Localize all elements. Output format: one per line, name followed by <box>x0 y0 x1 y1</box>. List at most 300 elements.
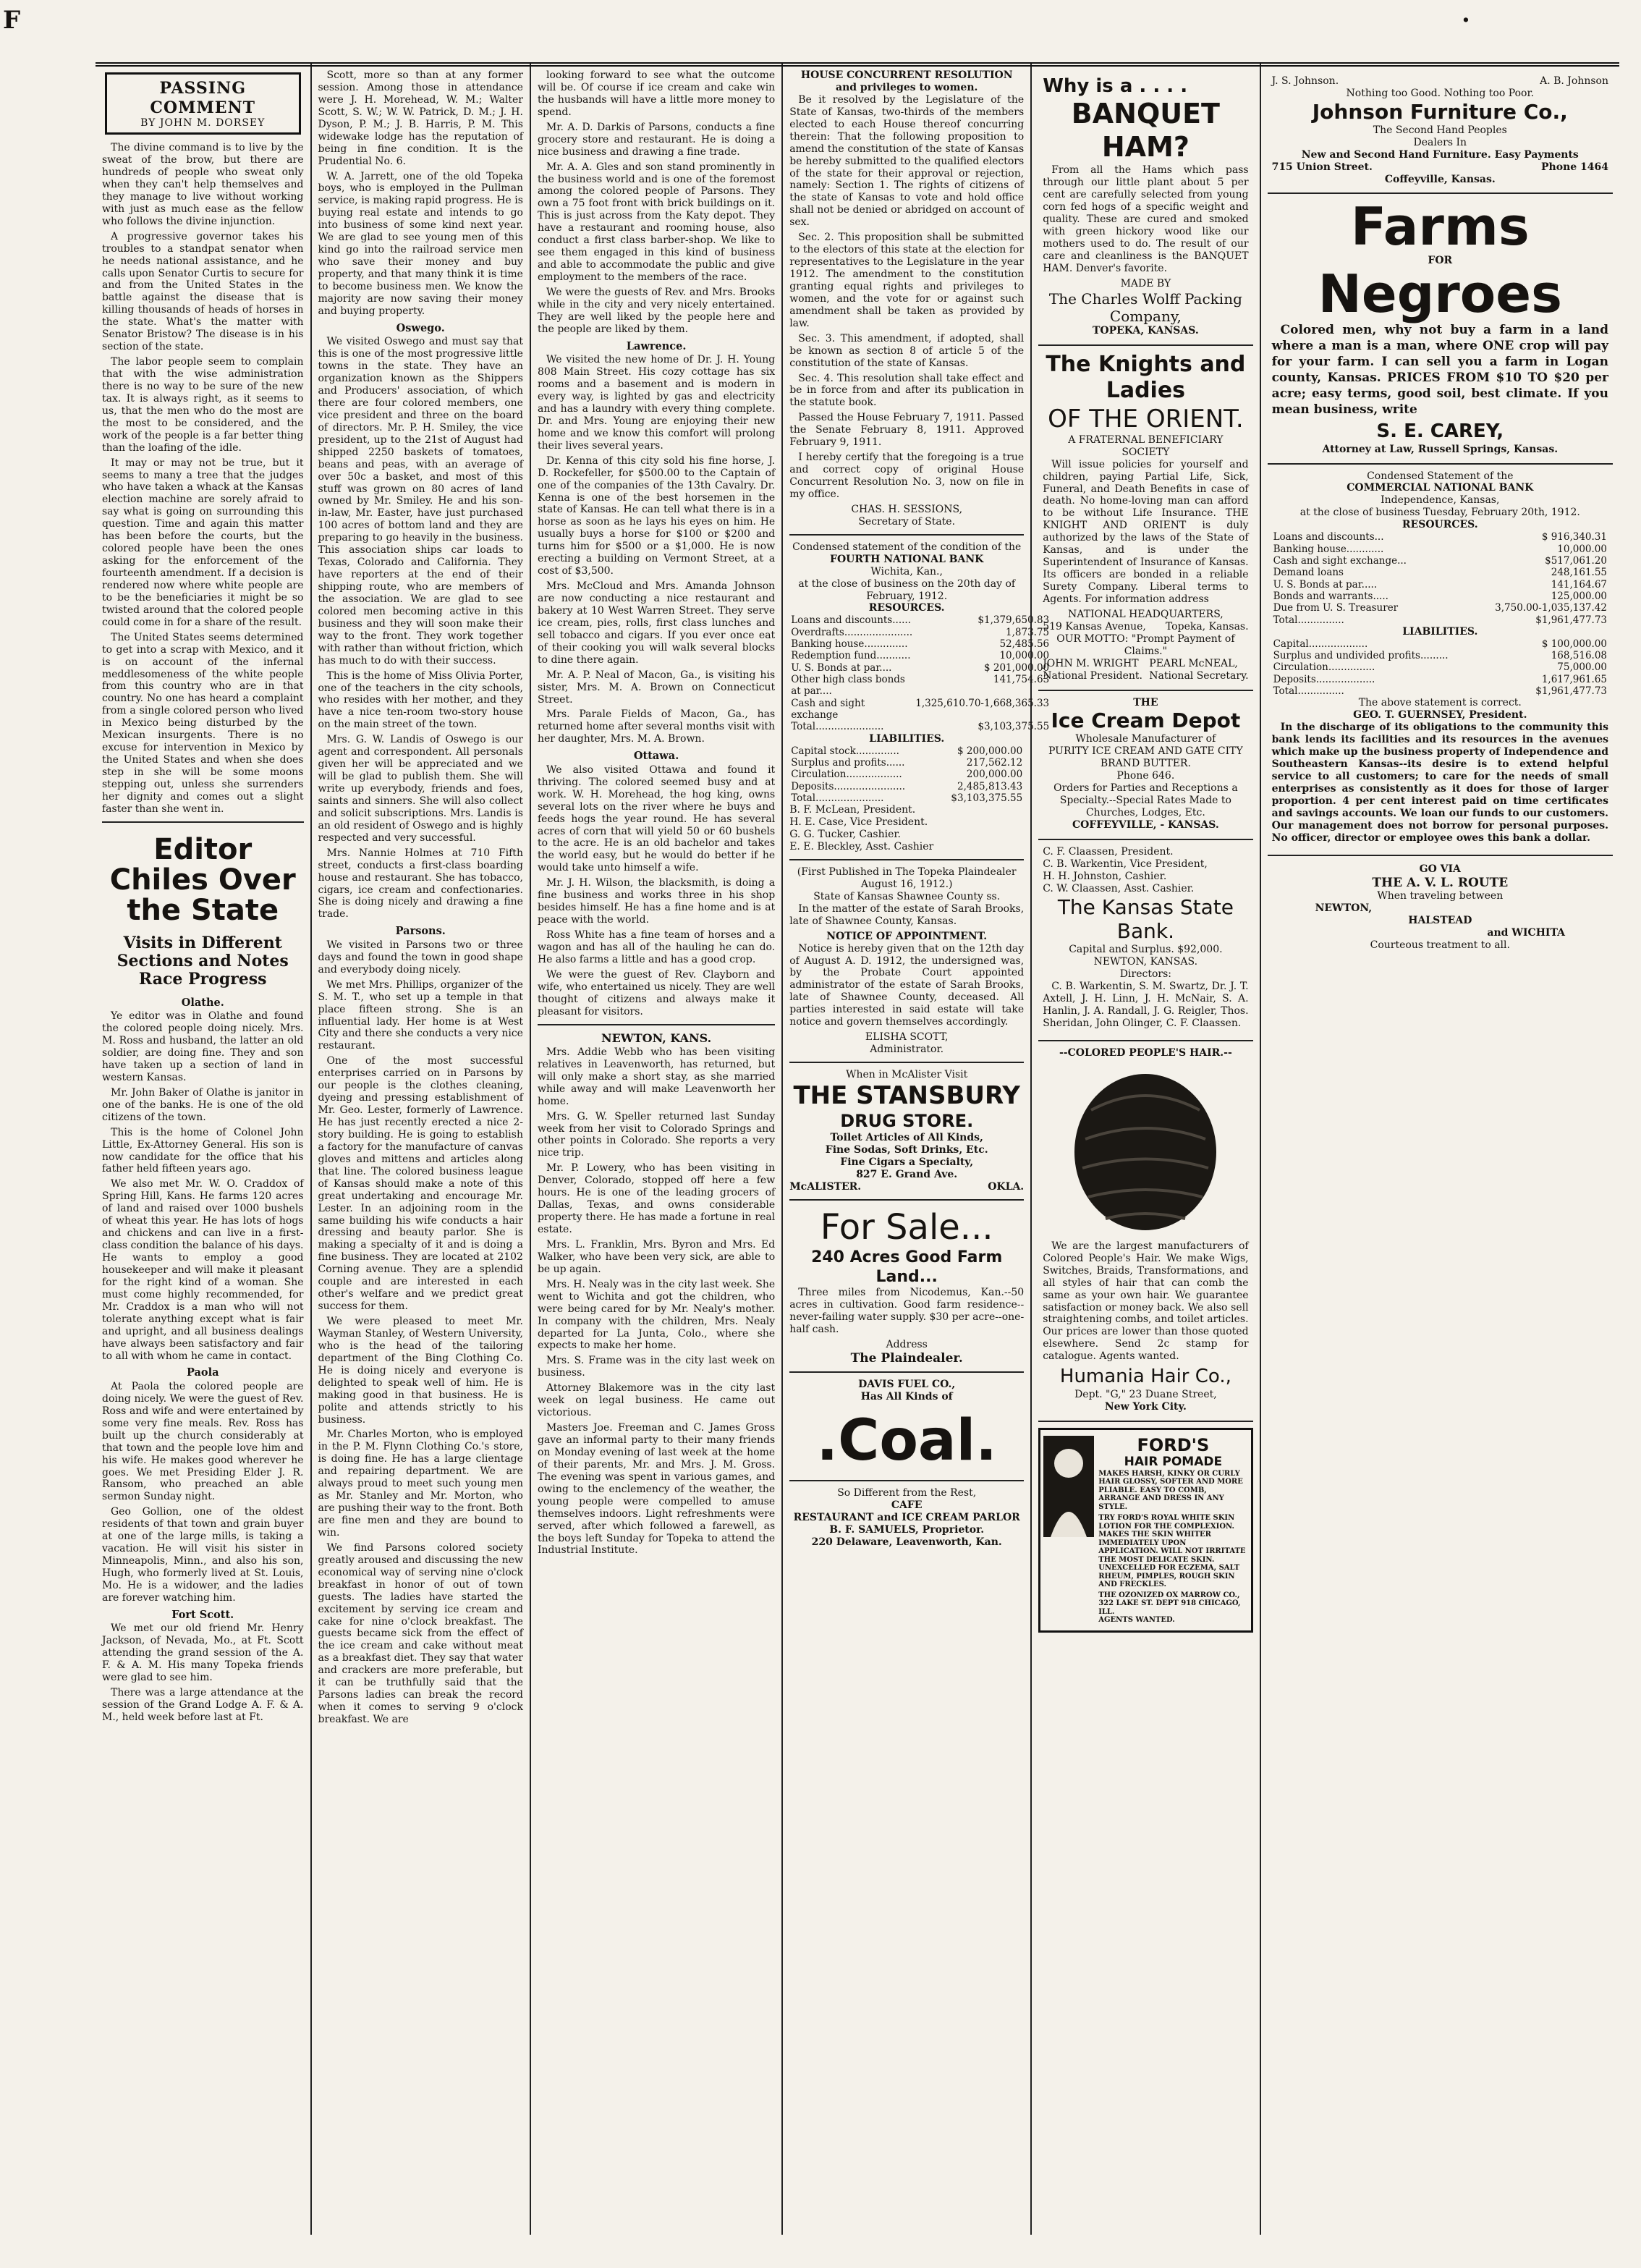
stansbury-sub: DRUG STORE. <box>840 1111 974 1132</box>
row-label: Total...................... <box>791 792 884 804</box>
stansbury-city-left: McALISTER. <box>789 1180 862 1193</box>
table-row <box>1272 567 1608 578</box>
kbank-officer: C. F. Claassen, President. <box>1043 845 1174 858</box>
row-label: Other high class bonds at par.... <box>791 674 905 698</box>
paragraph: Ross White has a fine team of horses and a wagon and has all of the hauling he can do. He also farms a little and has a good crop. <box>537 929 776 965</box>
paragraph: Sec. 4. This resolution shall take effect and be in force from and after its publication in the statute book. <box>789 372 1025 409</box>
johnson-name: Johnson Furniture Co., <box>1312 99 1568 124</box>
ham-company: The Charles Wolff Packing Company, <box>1048 289 1242 325</box>
table-row <box>1272 602 1608 614</box>
row-value: 125,000.00 <box>1551 590 1607 602</box>
icecream-phone: Phone 646. <box>1116 770 1175 782</box>
avl-route-ad <box>1268 856 1613 959</box>
row-value: 1,325,610.70-1,668,365.33 <box>915 697 1050 709</box>
paragraph: In the matter of the estate of Sarah Brooks, late of Shawnee County, Kansas. <box>789 902 1025 927</box>
row-label: Capital................... <box>1273 638 1368 650</box>
route-wichita: and WICHITA <box>1487 926 1565 939</box>
johnson-sub-a: The Second Hand Peoples <box>1373 124 1507 136</box>
cafe-address: 220 Delaware, Leavenworth, Kan. <box>811 1536 1002 1548</box>
stansbury-when: When in McAlister Visit <box>846 1069 968 1081</box>
row-label: U. S. Bonds at par..... <box>1273 578 1378 591</box>
for-sale-sub: 240 Acres Good Farm Land... <box>811 1248 1003 1286</box>
divider <box>789 1371 1024 1373</box>
row-value: 217,562.12 <box>966 756 1023 769</box>
stansbury-line: 827 E. Grand Ave. <box>856 1168 958 1180</box>
paola-dateline: Paola <box>187 1366 219 1379</box>
row-label: Total...................... <box>791 721 884 733</box>
paragraph: The labor people seem to complain that with the wise administration there is no way to be sure of the new tax. It is always right, as it seems to us, that the men who do the most are the most to be considered, and the work of the people is a far better thing than the loafing of the idle. <box>102 356 304 454</box>
row-label: Redemption fund........... <box>791 650 911 662</box>
table-row <box>789 781 1024 792</box>
paragraph: This is the home of Colonel John Little, Ex-Attorney General. His son is now candidate for the office that his father held fifteen years ago. <box>102 1126 304 1175</box>
table-row <box>789 769 1024 780</box>
paragraph: Mrs. H. Nealy was in the city last week. She went to Wichita and got the children, who were being cared for by Mr. Nealy's mother. In company with the children, Mrs. Nealy departed for La Junta, Colo., where she expects to make her home. <box>537 1278 776 1352</box>
paragraph: Mr. Charles Morton, who is employed in the P. M. Flynn Clothing Co.'s store, is doing fine. He has a large clientage and repairing department. We are always proud to meet such young men as Mr. Stanley and Mr. Morton, who are pushing their way to the front. Both are fine men and they are bound to win. <box>318 1429 523 1539</box>
column-4 <box>783 64 1050 2235</box>
resolution-headline: HOUSE CONCURRENT RESOLUTION and privileges to women. <box>800 69 1013 93</box>
johnson-names-row <box>1272 75 1608 88</box>
editor-chiles-subhead: Visits in Different Sections and Notes Race Progress <box>116 933 289 989</box>
passing-comment-box <box>105 72 301 135</box>
knights-sec-title: National Secretary. <box>1149 669 1249 682</box>
kbank-city: NEWTON, KANSAS. <box>1093 956 1198 968</box>
johnson-furniture-ad <box>1268 69 1613 194</box>
resources-heading: RESOURCES. <box>868 602 945 614</box>
notice-signature: ELISHA SCOTT, <box>865 1031 949 1044</box>
paragraph: C. B. Warkentin, S. M. Swartz, Dr. J. T. Axtell, J. H. Linn, J. H. McNair, S. A. Hanlin, J. A. Randall, J. G. Reigler, Thos. Sheridan, John Olinger, C. F. Claassen. <box>1043 981 1249 1029</box>
paragraph: Sec. 2. This proposition shall be submitted to the electors of this state at the election for representatives to the Legislature in the year 1912. The amendment to the constitution granting equal rights and privileges to women, and the vote for or against such amendment shall be taken as provided by law. <box>789 232 1025 329</box>
liabilities-heading: LIABILITIES. <box>869 732 945 745</box>
row-value: $ 201,000.00 <box>983 661 1050 674</box>
icecream-name: Ice Cream Depot <box>1051 708 1241 733</box>
ice-cream-depot-ad <box>1038 691 1252 840</box>
row-value: 200,000.00 <box>966 769 1023 781</box>
fords-small: MAKES HARSH, KINKY OR CURLY HAIR GLOSSY, SOFTER AND MORE PLIABLE. EASY TO COMB, ARRANGE AND DRESS IN ANY STYLE. <box>1098 1469 1243 1511</box>
johnson-right: A. B. Johnson <box>1540 75 1608 87</box>
row-value: 248,161.55 <box>1551 567 1607 579</box>
cbank-intro: Condensed Statement of the <box>1367 470 1514 482</box>
row-value: 141,164.67 <box>1551 578 1607 591</box>
paragraph: I hereby certify that the foregoing is a true and correct copy of original House Concurrent Resolution No. 3, now on file in my office. <box>789 452 1025 500</box>
cbank-liab-head: LIABILITIES. <box>1402 625 1478 638</box>
commercial-national-bank-ad <box>1268 465 1613 856</box>
knights-president <box>1043 658 1142 682</box>
column-6 <box>1261 64 1619 2235</box>
row-label: Cash and sight exchange <box>791 697 865 721</box>
hair-switch-illustration <box>1069 1067 1221 1233</box>
paragraph: Mrs. G. W. Speller returned last Sunday week from her visit to Colorado Springs and other points in Colorado. She reports a very nice trip. <box>537 1110 776 1159</box>
row-label: Circulation............... <box>1273 661 1375 674</box>
knights-secretary <box>1149 658 1248 682</box>
paragraph: Colored men, why not buy a farm in a land where a man is a man, where ONE crop will pay for your farm. I can sell you a farm in Logan county, Kansas. PRICES FROM $10 TO $20 per acre; easy terms, good soil, best climate. If you mean business, write <box>1271 322 1608 418</box>
paragraph: We visited in Parsons two or three days and found the town in good shape and everybody doing nicely. <box>318 939 523 976</box>
paragraph: We also visited Ottawa and found it thriving. The colored seemed busy and at work. W. H. Morehead, the hog king, owns several lots on the river where he buys and feeds hogs the year round. He has several acres of corn that will yield 50 or 60 bushels to the acre. He is an old bachelor and takes the world easy, but he would do better if he would take unto himself a wife. <box>537 763 776 874</box>
knights-address-row <box>1043 621 1248 633</box>
paragraph: The divine command is to live by the sweat of the brow, but there are hundreds of people who sweat only when they can't help themselves and they manage to live without working with just as much ease as the fellow who follows the divine injunction. <box>102 142 304 227</box>
paragraph: looking forward to see what the outcome will be. Of course if ice cream and cake win the husbands will have a little more money to spend. <box>537 69 776 118</box>
row-label: Total............... <box>1273 685 1344 698</box>
passing-comment-byline: BY JOHN M. DORSEY <box>140 117 266 130</box>
for-sale-who: The Plaindealer. <box>850 1350 963 1366</box>
paragraph: From all the Hams which pass through our little plant about 5 per cent are carefully selected from young corn fed hogs of a specific weight and quality. These are cured and smoked with green hickory wood like our mothers used to do. The result of our care and cleanliness is the BANQUET HAM. Denver's favorite. <box>1043 164 1249 274</box>
notice-publication: (First Published in The Topeka Plaindealer August 16, 1912.) <box>797 866 1017 890</box>
table-row <box>1272 543 1608 555</box>
column-2 <box>312 64 531 2235</box>
table-row <box>789 792 1024 804</box>
johnson-address-row <box>1272 161 1608 174</box>
table-row <box>789 638 1051 650</box>
table-row <box>1272 638 1608 650</box>
editor-chiles-headline: Editor Chiles Over the State <box>109 832 296 927</box>
banquet-ham-ad <box>1038 69 1252 346</box>
johnson-addr-right: Phone 1464 <box>1541 161 1608 173</box>
paragraph: At Paola the colored people are doing nicely. We were the guest of Rev. Ross and wife and were entertained by some very fine meals. Rev. Ross has built up the church considerably at that town and the people love him and his wife. He makes good wherever he goes. We met Presiding Elder J. R. Ransom, who preached an able sermon Sunday night. <box>102 1380 304 1503</box>
paragraph: Notice is hereby given that on the 12th day of August A. D. 1912, the undersigned was, by the Probate Court appointed administrator of the estate of Sarah Brooks, late of Shawnee County, deceased. All parties interested in said estate will take notice and govern themselves accordingly. <box>789 942 1025 1028</box>
icecream-product: PURITY ICE CREAM AND GATE CITY BRAND BUTTER. <box>1048 745 1243 770</box>
paragraph: We find Parsons colored society greatly aroused and discussing the new economical way of serving nine o'clock breakfast in honor of out of town guests. The ladies have started the excitement by serving ice cream and cake for nine o'clock breakfast. The guests became sick from the effect of the ice cream and cake without meat as a breakfast diet. They say that water and crackers are more preferable, but it can be truthfully said that the Parsons ladies can break the record when it comes to serving 9 o'clock breakfast. We are <box>318 1541 523 1725</box>
table-row <box>789 698 1051 722</box>
table-row <box>1272 531 1608 543</box>
knights-title-a: The Knights and Ladies <box>1046 352 1246 404</box>
fords-copy <box>1098 1436 1247 1625</box>
notice-heading: NOTICE OF APPOINTMENT. <box>826 930 988 942</box>
fords-agents: AGENTS WANTED. <box>1098 1616 1175 1625</box>
stansbury-name: THE STANSBURY <box>793 1080 1020 1110</box>
paragraph: One of the most successful enterprises carried on in Parsons by our people is the clothes cleaning, dyeing and pressing establishment of Mr. Geo. Lester, formerly of Lawrence. He has just recently erected a nice 2-story building. He is going to establish a factory for the manufacture of canvas gloves and mittens and articles along that line. The colored business league of Kansas should make a note of this great undertaking and encourage Mr. Lester. In an adjoining room in the same building his wife conducts a hair dressing and beauty parlor. She is making a specialty of it and is doing a fine business. They are located at 2102 Corning avenue. They are a splendid couple and are interested in each other's welfare and we predict great success for them. <box>318 1055 523 1313</box>
paragraph: Masters Joe. Freeman and C. James Gross gave an informal party to their many friends on Monday evening of last week at the home of their parents, Mr. and Mrs. J. M. Gross. The evening was spent in various games, and owing to the enclemency of the weather, the young people were compelled to amuse themselves indoors. Light refreshments were served, after which followed a farewell, as the boys left Sunday for Topeka to attend the Industrial Institute. <box>537 1422 776 1557</box>
johnson-tag: Nothing too Good. Nothing too Poor. <box>1346 87 1535 99</box>
resolution-signature-title: Secretary of State. <box>858 515 956 528</box>
route-courteous: Courteous treatment to all. <box>1370 939 1510 951</box>
davis-name: DAVIS FUEL CO., <box>858 1379 956 1391</box>
cafe-tag: So Different from the Rest, <box>837 1487 977 1499</box>
paragraph: Will issue policies for yourself and children, paying Partial Life, Sick, Funeral, and Death Benefits in case of death. No home-loving man can afford to be without Life Insurance. THE KNIGHT AND ORIENT is duly authorized by the laws of the State of Kansas, and is under the Superintendent of Insurance of Kansas. Its officers are bonded in a reliable Surety Company. Liberal terms to Agents. For information address <box>1043 458 1249 605</box>
paragraph: Mr. John Baker of Olathe is janitor in one of the banks. He is one of the old citizens of the town. <box>102 1086 304 1123</box>
bank-city: Wichita, Kan., <box>870 565 943 577</box>
row-value: $1,961,477.73 <box>1535 685 1607 698</box>
paragraph: We are the largest manufacturers of Colored People's Hair. We make Wigs, Switches, Braids, Transformations, and all styles of hair that can comb the same as your own hair. We guarantee satisfaction or money back. We also sell straightening combs, and toilet articles. Our prices are lower than those quoted elsewhere. Send 2c stamp for catalogue. Agents wanted. <box>1043 1240 1249 1363</box>
humania-addr: Dept. "G," 23 Duane Street, <box>1074 1388 1217 1400</box>
kbank-capital: Capital and Surplus. $92,000. <box>1069 944 1223 956</box>
table-row <box>1272 614 1608 626</box>
knights-addr-left: 519 Kansas Avenue, <box>1043 620 1146 632</box>
knights-pres-title: National President. <box>1043 669 1143 682</box>
row-label: Overdrafts...................... <box>791 626 913 638</box>
row-label: Demand loans <box>1273 567 1344 579</box>
row-value: 168,516.08 <box>1551 650 1607 662</box>
cbank-res-head: RESOURCES. <box>1402 519 1478 531</box>
table-row <box>1272 674 1608 685</box>
cbank-sig: GEO. T. GUERNSEY, President. <box>1353 709 1527 722</box>
resolution-signature: CHAS. H. SESSIONS, <box>851 503 963 515</box>
row-value: $517,061.20 <box>1545 554 1607 567</box>
table-row <box>1272 685 1608 697</box>
table-row <box>789 745 1024 757</box>
divider <box>789 534 1024 536</box>
farms-for-negroes-ad <box>1268 194 1613 464</box>
row-value: 1,617,961.65 <box>1541 673 1607 685</box>
row-value: $1,379,650.83 <box>978 614 1050 627</box>
paragraph: Mr. A. P. Neal of Macon, Ga., is visiting his sister, Mrs. M. A. Brown on Connecticut Street. <box>537 669 776 706</box>
johnson-sub-b: Dealers In <box>1413 136 1467 148</box>
table-row <box>1272 650 1608 661</box>
paragraph: A progressive governor takes his troubles to a standpat senator when he needs national assistance, and he calls upon Senator Curtis to secure for and from the United States in the battle against the disease that is killing thousands of heads of horses in the state. What's the matter with Senator Bristow? The disease is in his section of the state. <box>102 230 304 353</box>
paragraph: We met Mrs. Phillips, organizer of the S. M. T., who set up a temple in that place fifteen strong. She is an influential lady. Her home is at West City and there she conducts a very nice restaurant. <box>318 978 523 1052</box>
knights-hq: NATIONAL HEADQUARTERS, <box>1068 608 1224 620</box>
ham-made-by: MADE BY <box>1120 277 1171 289</box>
divider <box>538 1024 775 1025</box>
row-label: Capital stock.............. <box>791 745 899 757</box>
bank-name: FOURTH NATIONAL BANK <box>830 553 984 565</box>
row-value: 1,873.75 <box>1006 626 1050 638</box>
icecream-city: COFFEYVILLE, - KANSAS. <box>1072 818 1219 831</box>
paragraph: Mrs. L. Franklin, Mrs. Byron and Mrs. Ed Walker, who have been very sick, are able to be up again. <box>537 1238 776 1275</box>
fords-maker: THE OZONIZED OX MARROW CO., <box>1098 1591 1240 1599</box>
paragraph: Mr. A. D. Darkis of Parsons, conducts a fine grocery store and restaurant. He is doing a nice business and drawing a fine trade. <box>537 121 776 158</box>
divider <box>789 859 1024 860</box>
farms-name: S. E. CAREY, <box>1376 420 1504 443</box>
icecream-sub: Wholesale Manufacturer of <box>1075 733 1216 745</box>
row-label: Cash and sight exchange... <box>1273 554 1407 567</box>
row-label: Deposits....................... <box>791 780 906 792</box>
kbank-officer: C. W. Claassen, Asst. Cashier. <box>1043 882 1195 894</box>
table-row <box>789 757 1024 769</box>
lawrence-dateline: Lawrence. <box>626 339 687 352</box>
paragraph: Three miles from Nicodemus, Kan.--50 acres in cultivation. Good farm residence--never-failing water supply. $30 per acre--one-half cash. <box>789 1287 1025 1335</box>
cbank-date: at the close of business Tuesday, February 20th, 1912. <box>1299 507 1580 519</box>
divider <box>789 1480 1024 1481</box>
row-label: U. S. Bonds at par.... <box>791 661 892 674</box>
paragraph: Mrs. Nannie Holmes at 710 Fifth street, conducts a first-class boarding house and restaurant. She has tobacco, cigars, ice cream and confectionaries. She is doing nicely and drawing a fine trade. <box>318 847 523 921</box>
paragraph: Mrs. G. W. Landis of Oswego is our agent and correspondent. All personals given her will be appreciated and we will be glad to publish them. She will write up everybody, friends and foes, saints and sinners. She will also collect and solicit subscriptions. Mrs. Landis is an old resident of Oswego and is highly respected and very successful. <box>318 734 523 844</box>
newton-dateline: NEWTON, KANS. <box>601 1031 712 1045</box>
resources-table <box>789 614 1051 732</box>
paragraph: Mrs. S. Frame was in the city last week on business. <box>537 1355 776 1379</box>
divider <box>789 1199 1024 1201</box>
cbank-liabilities-table <box>1272 638 1608 698</box>
paragraph: We were pleased to meet Mr. Wayman Stanley, of Western University, who is the head of the tailoring department of the Bing Clothing Co. He is doing nicely and everyone is delighted to speak well of him. He is making good in that business. He is polite and attends strictly to his business. <box>318 1316 523 1426</box>
kbank-officer: C. B. Warkentin, Vice President, <box>1043 858 1208 870</box>
farms-for: FOR <box>1428 255 1453 267</box>
johnson-left: J. S. Johnson. <box>1271 75 1339 87</box>
route-when: When traveling between <box>1377 890 1504 902</box>
row-value: $3,103,375.55 <box>978 721 1050 733</box>
table-row <box>1272 555 1608 567</box>
olathe-dateline: Olathe. <box>181 996 224 1009</box>
paragraph: Be it resolved by the Legislature of the State of Kansas, two-thirds of the members elected to each House thereof concurring therein: That the following proposition to amend the constitution of the state of Kansas be hereby submitted to the qualified electors of the state for their approval or rejection, namely: Section 1. The rights of citizens of the state of Kansas to vote and hold office shall not be denied or abridged on account of sex. <box>789 93 1025 229</box>
paragraph: We were the guests of Rev. and Mrs. Brooks while in the city and very nicely entertained. They are well liked by the people here and the people are liked by them. <box>537 286 776 335</box>
cafe-owner: B. F. SAMUELS, Proprietor. <box>829 1523 985 1536</box>
fords-white: TRY FORD'S ROYAL WHITE SKIN LOTION FOR THE COMPLEXION. MAKES THE SKIN WHITER IMMEDIATELY UPON APPLICATION. WILL NOT IRRITATE THE MOST DELICATE SKIN. UNEXCELLED FOR ECZEMA, SALT RHEUM, PIMPLES, ROUGH SKIN AND FRECKLES. <box>1098 1514 1246 1589</box>
fords-title-b: HAIR POMADE <box>1124 1455 1223 1470</box>
knights-pres-name: JOHN M. WRIGHT <box>1043 657 1139 669</box>
bank-intro: Condensed statement of the condition of the <box>792 541 1022 553</box>
row-value: 10,000.00 <box>1557 543 1607 555</box>
row-value: $ 100,000.00 <box>1541 638 1607 650</box>
paragraph: Dr. Kenna of this city sold his fine horse, J. D. Rockefeller, for $500.00 to the Captain of one of the companies of the 13th Cavalry. Dr. Kenna is one of the best horsemen in the state of Kansas. He can tell what there is in a horse as soon as he lays his eyes on him. He usually buys a horse for $100 or $200 and turns him for $500 or a $1,000. He is now erecting a building on Vermont Street, at a cost of $3,500. <box>537 454 776 577</box>
row-value: 10,000.00 <box>999 650 1050 662</box>
paragraph: There was a large attendance at the session of the Grand Lodge A. F. & A. M., held week before last at Ft. <box>102 1687 304 1723</box>
paragraph: Passed the House February 7, 1911. Passed the Senate February 8, 1911. Approved February 9, 1911. <box>789 412 1025 449</box>
column-5 <box>1032 64 1260 2235</box>
stansbury-line: Fine Sodas, Soft Drinks, Etc. <box>825 1144 988 1156</box>
paragraph: Mr. P. Lowery, who has been visiting in Denver, Colorado, stopped off here a few hours. He is one of the leading grocers of Dallas, Texas, and owns considerable property there. He has made a fortune in real estate. <box>537 1162 776 1236</box>
row-label: Total............... <box>1273 614 1344 626</box>
row-value: $ 916,340.31 <box>1541 531 1607 543</box>
table-row <box>1272 591 1608 602</box>
paragraph: In the discharge of its obligations to the community this bank lends its facilities and its resources in the avenues which make up the business property of Independence and Southeastern Kansas--its desire is to extend helpful service to all customers; to care for the needs of small enterprises as consistently as it does for those of larger proportion. 4 per cent interest paid on time certificates and savings accounts. We loan our funds to our customers. Our management does not borrow for personal purposes. No officer, director or employee owes this bank a dollar. <box>1271 722 1608 844</box>
bank-officer: H. E. Case, Vice President. <box>789 816 928 829</box>
cbank-name: COMMERCIAL NATIONAL BANK <box>1347 482 1534 494</box>
knights-title-b: OF THE ORIENT. <box>1048 404 1244 433</box>
row-value: $1,961,477.73 <box>1535 614 1607 626</box>
route-go: GO VIA <box>1419 863 1461 875</box>
davis-sub: Has All Kinds of <box>860 1391 953 1403</box>
paragraph: The United States seems determined to get into a scrap with Mexico, and it is on account of the infernal meddlesomeness of the white people from this country who are in that country. No one has heard a complaint from a single colored person who lived in Mexico being disturbed by the Mexican insurgents. There is no excuse for intervention in Mexico by the United States and when she does step in she will be some moons stepping out, unless she surrenders her dignity and comes out a slight faster than she went in. <box>102 631 304 815</box>
row-value: 2,485,813.43 <box>957 780 1023 792</box>
paragraph: Sec. 3. This amendment, if adopted, shall be known as section 8 of article 5 of the constitution of the state of Kansas. <box>789 332 1025 369</box>
table-row <box>789 650 1051 661</box>
row-label: Bonds and warrants..... <box>1273 590 1388 602</box>
ham-title-a: Why is a . . . . <box>1043 75 1188 97</box>
johnson-city: Coffeyville, Kansas. <box>1384 173 1496 185</box>
notice-state: State of Kansas Shawnee County ss. <box>813 890 1001 902</box>
paragraph: We were the guest of Rev. Clayborn and wife, who entertained us nicely. They are well thought of citizens and always make it pleasant for visitors. <box>537 968 776 1017</box>
bank-date: at the close of business on the 20th day of February, 1912. <box>798 577 1016 602</box>
knights-sec-name: PEARL McNEAL, <box>1149 657 1238 669</box>
knights-sub: A FRATERNAL BENEFICIARY SOCIETY <box>1068 433 1224 458</box>
table-row <box>1272 579 1608 591</box>
paragraph: We met our old friend Mr. Henry Jackson, of Nevada, Mo., at Ft. Scott attending the grand session of the A. F. & A. M. His many Topeka friends were glad to see him. <box>102 1622 304 1684</box>
row-label: Loans and discounts...... <box>791 614 911 627</box>
humania-city: New York City. <box>1104 1400 1187 1413</box>
column-layout <box>96 64 1619 2235</box>
cbank-resources-table <box>1272 531 1608 626</box>
kbank-name: The Kansas State Bank. <box>1057 894 1234 944</box>
divider <box>789 1062 1024 1063</box>
icecream-the: THE <box>1133 696 1158 708</box>
row-value: $3,103,375.55 <box>951 792 1023 804</box>
row-value: 52,485.56 <box>999 638 1050 651</box>
farms-title: Farms <box>1350 196 1530 258</box>
paragraph: Scott, more so than at any former session. Among those in attendance were J. H. Morehead, W. M.; Walter Scott, S. W.; W. W. Patrick, D. M.; J. H. Dyson, P. M.; J. B. Harris, P. M. This widewake lodge has the reputation of being in fine condition. It is the Prudential No. 6. <box>318 69 523 167</box>
divider <box>102 821 304 823</box>
notice-signature-title: Administrator. <box>870 1044 944 1056</box>
johnson-goods: New and Second Hand Furniture. Easy Payments <box>1301 148 1579 161</box>
farms-negroes: Negroes <box>1318 263 1562 324</box>
stansbury-line: Toilet Articles of All Kinds, <box>830 1132 983 1144</box>
paragraph: Mr. A. A. Gles and son stand prominently in the business world and is one of the foremost among the colored people of Parsons. They own a 75 foot front with brick buildings on it. This is just across from the Katy depot. They have a restaurant and rooming house, also conduct a first class barber-shop. We like to see them engaged in this kind of business and able to accommodate the public and give employment to the members of the race. <box>537 161 776 283</box>
parsons-dateline: Parsons. <box>395 925 446 938</box>
table-row <box>1272 661 1608 673</box>
humania-name: Humania Hair Co., <box>1059 1366 1231 1388</box>
paragraph: Mr. J. H. Wilson, the blacksmith, is doing a fine business and works three in his shop besides himself. He has a fine home and is at peace with the world. <box>537 877 776 926</box>
knights-officers-row <box>1043 658 1248 682</box>
paragraph: Ye editor was in Olathe and found the colored people doing nicely. Mrs. M. Ross and husband, the latter an old soldier, are doing fine. They and son have taken up a section of land in western Kansas. <box>102 1010 304 1083</box>
row-label: Surplus and undivided profits......... <box>1273 650 1449 662</box>
row-label: Loans and discounts... <box>1273 531 1384 543</box>
icecream-orders: Orders for Parties and Receptions a Specialty.--Special Rates Made to Churches, Lodges, Etc. <box>1053 782 1238 818</box>
column-3 <box>531 64 783 2235</box>
route-name: THE A. V. L. ROUTE <box>1372 875 1509 890</box>
cafe-line: RESTAURANT and ICE CREAM PARLOR <box>793 1511 1020 1523</box>
paragraph: Mrs. Addie Webb who has been visiting relatives in Leavenworth, has returned, but will only make a short stay, as she married while away and will make Leavenworth her home. <box>537 1046 776 1107</box>
liabilities-table <box>789 745 1024 805</box>
row-value: 75,000.00 <box>1557 661 1607 674</box>
stansbury-city-row <box>789 1181 1024 1193</box>
farms-addr: Attorney at Law, Russell Springs, Kansas. <box>1322 443 1559 455</box>
for-sale-address: Address <box>886 1338 928 1350</box>
paragraph: We visited the new home of Dr. J. H. Young 808 Main Street. His cozy cottage has six rooms and a basement and is modern in every way, is lighted by gas and electricity and has a laundry with every thing complete. Dr. and Mrs. Young are enjoying their new home and we know this comfort will prolong their lives several years. <box>537 354 776 452</box>
fords-title-a: FORD'S <box>1137 1434 1210 1455</box>
table-row <box>789 614 1051 626</box>
row-label: Banking house.............. <box>791 638 908 651</box>
bank-officer: B. F. McLean, President. <box>789 804 916 816</box>
row-label: Banking house............ <box>1273 543 1384 555</box>
knights-ladies-ad <box>1038 346 1252 690</box>
paragraph: Mrs. McCloud and Mrs. Amanda Johnson are now conducting a nice restaurant and bakery at 10 West Warren Street. They serve ice cream, pies, rolls, first class lunches and sell tobacco and cigars. If you ever once eat of their cooking you will walk several blocks to dine there again. <box>537 580 776 666</box>
humania-hair-ad <box>1038 1041 1252 1422</box>
table-row <box>789 674 1051 698</box>
paragraph: Mrs. Parale Fields of Macon, Ga., has returned home after several months visit with her daughter, Mrs. M. A. Brown. <box>537 708 776 745</box>
coal-headline: .Coal. <box>816 1408 997 1474</box>
ottawa-dateline: Ottawa. <box>633 750 679 763</box>
paragraph: We also met Mr. W. O. Craddox of Spring Hill, Kans. He farms 120 acres of land and raised over 1000 bushels of wheat this year. He has lots of hogs and chickens and can live in a first-class condition the balance of his days. He wants to employ a good housekeeper and will make it pleasant for the right kind of a woman. She must come highly recommended, for Mr. Craddox is a man who will not tolerate anything except what is fair and upright, and all business dealings have always been satisfactory and fair to all with whom he came in contact. <box>102 1178 304 1362</box>
top-rule <box>96 62 1619 67</box>
passing-comment-title: PASSING COMMENT <box>150 79 256 117</box>
bank-officer: E. E. Bleckley, Asst. Cashier <box>789 841 934 853</box>
cbank-city: Independence, Kansas, <box>1381 494 1500 507</box>
fords-addr: 322 LAKE ST. DEPT 918 CHICAGO, ILL. <box>1098 1599 1241 1616</box>
cafe-name: CAFE <box>891 1499 923 1511</box>
fords-pomade-ad <box>1038 1428 1252 1633</box>
row-label: Deposits................... <box>1273 673 1375 685</box>
ham-city: TOPEKA, KANSAS. <box>1093 325 1199 337</box>
row-value: 3,750.00-1,035,137.42 <box>1495 602 1607 614</box>
knights-addr-right: Topeka, Kansas. <box>1165 620 1249 632</box>
ham-title-b: BANQUET HAM? <box>1071 98 1220 164</box>
corner-mark-left: F <box>3 6 21 35</box>
column-1 <box>96 64 312 2235</box>
bank-officer: G. G. Tucker, Cashier. <box>789 829 902 841</box>
hair-head: --COLORED PEOPLE'S HAIR.-- <box>1059 1046 1232 1059</box>
table-row <box>789 627 1051 638</box>
paragraph: We visited Oswego and must say that this is one of the most progressive little towns in the state. They have an organization known as the Shippers and Producers' association, of which there are four colored members, one vice president and three on the board of directors. Mr. P. H. Smiley, the vice president, up to the 21st of August had shipped 2250 baskets of tomatoes, beans and peas, with an average of over 50c a basket, and most of this stuff was grown on 80 acres of land owned by Mr. Smiley. He and his son-in-law, Mr. Easter, have just purchased 100 acres of bottom land and they are preparing to go heavily in the business. This association ships car loads to Texas, Colorado and California. They have reporters at the end of their shipping route, who are members of the association. We are glad to see colored men becoming active in this business and they will soon make their way to the front. They work together with rather than without friction, which has much to do with their success. <box>318 336 523 667</box>
paragraph: Attorney Blakemore was in the city last week on legal business. He came out victorious. <box>537 1382 776 1419</box>
woman-portrait-icon <box>1043 1436 1094 1537</box>
cbank-correct: The above statement is correct. <box>1358 697 1522 709</box>
row-label: Circulation.................. <box>791 769 902 781</box>
route-newton: NEWTON, <box>1315 902 1373 915</box>
row-value: 141,754.63 <box>993 674 1050 686</box>
route-halstead: HALSTEAD <box>1408 915 1472 927</box>
stansbury-line: Fine Cigars a Specialty, <box>840 1156 974 1169</box>
johnson-addr-left: 715 Union Street. <box>1271 161 1373 173</box>
fort-scott-dateline: Fort Scott. <box>171 1608 234 1621</box>
table-row <box>789 721 1051 732</box>
kbank-officer: H. H. Johnston, Cashier. <box>1043 870 1167 882</box>
row-label: Surplus and profits...... <box>791 756 905 769</box>
knights-motto: OUR MOTTO: "Prompt Payment of Claims." <box>1056 632 1235 657</box>
paragraph: Geo Gollion, one of the oldest residents of that town and grain buyer at one of the large mills, is taking a vacation. He will visit his sister in Minneapolis, Minn., and also his son, Hugh, who formerly lived at St. Louis, Mo. He is a widower, and the ladies are forever watching him. <box>102 1506 304 1604</box>
table-row <box>789 662 1051 674</box>
kbank-directors-head: Directors: <box>1119 968 1171 981</box>
kansas-state-bank-ad <box>1038 840 1252 1041</box>
oswego-dateline: Oswego. <box>396 321 445 334</box>
paragraph: It may or may not be true, but it seems to many a tree that the judges who have taken a whack at the Kansas election machine are sorely afraid to say what is going on surrounding this question. Time and again this matter has been before the courts, but the colored people have been the ones asking for the enforcement of the fourteenth amendment. If a decision is rendered now where white people are to be the beneficiaries it might be so twisted around that the colored people could come in for a share of the result. <box>102 457 304 628</box>
paragraph: W. A. Jarrett, one of the old Topeka boys, who is employed in the Pullman service, is making rapid progress. He is buying real estate and intends to go into business of some kind next year. We are glad to see young men of this kind go into the railroad service men who save their money and buy property, and that many think it is time to become business men. We know the majority are now saving their money and buying property. <box>318 170 523 317</box>
stansbury-city-right: OKLA. <box>988 1180 1025 1193</box>
